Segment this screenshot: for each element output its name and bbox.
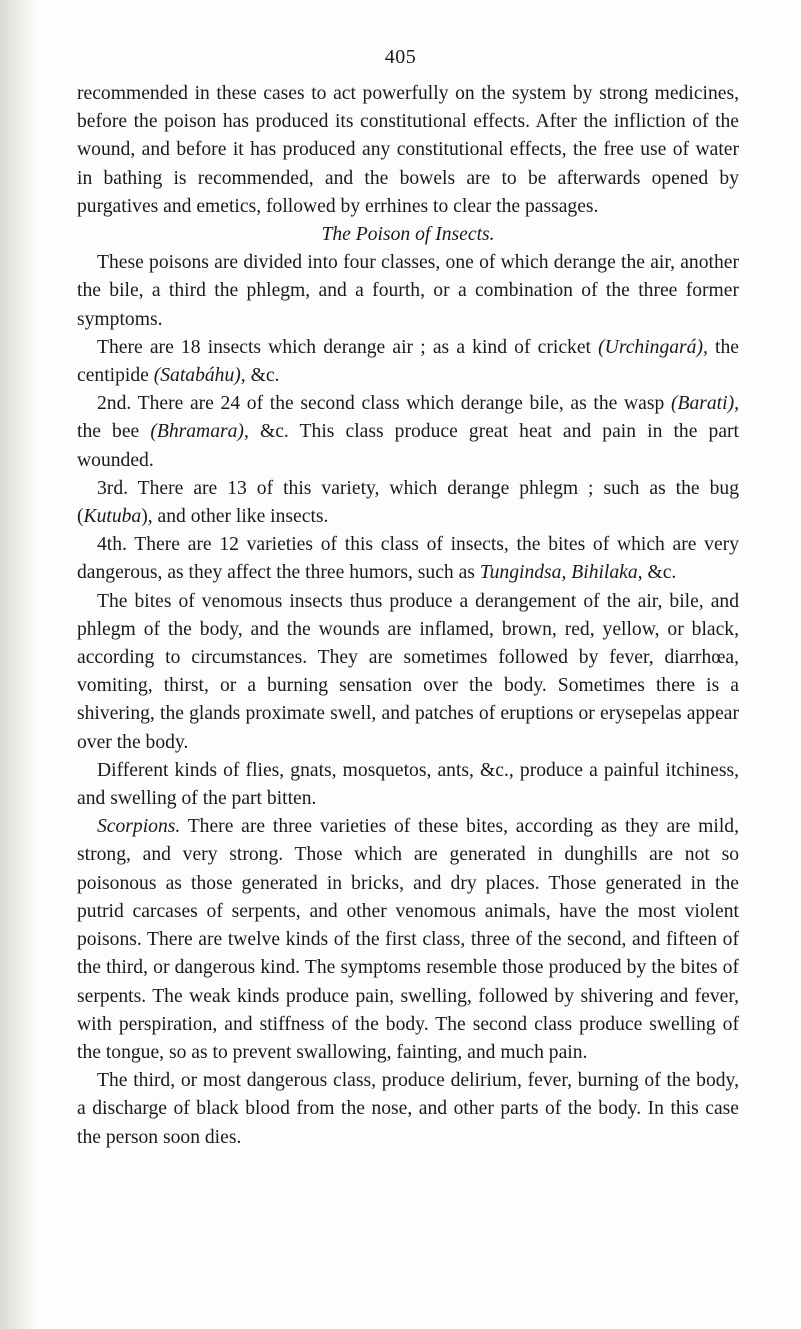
paragraph-fourth-class: 4th. There are 12 varieties of this class of insects, the bites of which are very dangerous, as they affect the three humors, such as Tungindsa, Bihilaka, &c. <box>77 534 739 584</box>
page-gutter-shadow <box>0 0 38 1329</box>
page-number: 405 <box>384 46 417 68</box>
paragraph-classes: These poisons are divided into four classes, one of which derange the air, another the bile, a third the phlegm, and a fourth, or a combination of the three former symptoms. <box>77 252 739 330</box>
paragraph-continuation: recommended in these cases to act powerfully on the system by strong medicines, before the poison has produced its constitutional effects. After the infliction of the wound, and before it has produced any constitutional effects, the free use of water in bathing is recommended, and the bowels are to be afterwards opened by purgatives and emetics, followed by errhines to clear the passages. <box>77 83 739 217</box>
paragraph-flies: Different kinds of flies, gnats, mosquetos, ants, &c., produce a painful itchiness, and swelling of the part bitten. <box>77 759 739 810</box>
paragraph-first-class: There are 18 insects which derange air ; as a kind of cricket (Urchingará), the centipide (Satabáhu), &c. <box>77 336 739 387</box>
paragraph-effects: The bites of venomous insects thus produce a derangement of the air, bile, and phlegm of the body, and the wounds are inflamed, brown, red, yellow, or black, according to circumstances. They are sometimes followed by fever, diarrhœa, vomiting, thirst, or a burning sensation over the body. Sometimes there is a shivering, the glands proximate swell, and patches of eruptions or erysepelas appear over the body. <box>77 590 739 753</box>
paragraph-dangerous-class: The third, or most dangerous class, produce delirium, fever, burning of the body, a discharge of black blood from the nose, and other parts of the body. In this case the person soon dies. <box>77 1070 739 1148</box>
paragraph-scorpions: Scorpions. There are three varieties of these bites, according as they are mild, strong, and very strong. Those which are generated in dunghills are not so poisonous as those generated in bricks, and dry places. Those generated in the putrid carcases of serpents, and other venomous animals, have the most violent poisons. There are twelve kinds of the first class, three of the second, and fifteen of the third, or dangerous kind. The symptoms resemble those produced by the bites of serpents. The weak kinds produce pain, swelling, followed by shivering and fever, with perspiration, and stiffness of the body. The second class produce swelling of the tongue, so as to prevent swallowing, fainting, and much pain. <box>77 816 739 1063</box>
paragraph-second-class: 2nd. There are 24 of the second class which derange bile, as the wasp (Barati), the bee (Bhramara), &c. This class produce great heat and pain in the part wounded. <box>77 393 739 471</box>
paragraph-third-class: 3rd. There are 13 of this variety, which derange phlegm ; such as the bug (Kutuba), and other like insects. <box>77 477 739 528</box>
section-heading: The Poison of Insects. <box>321 224 495 246</box>
page-body <box>77 80 739 1152</box>
